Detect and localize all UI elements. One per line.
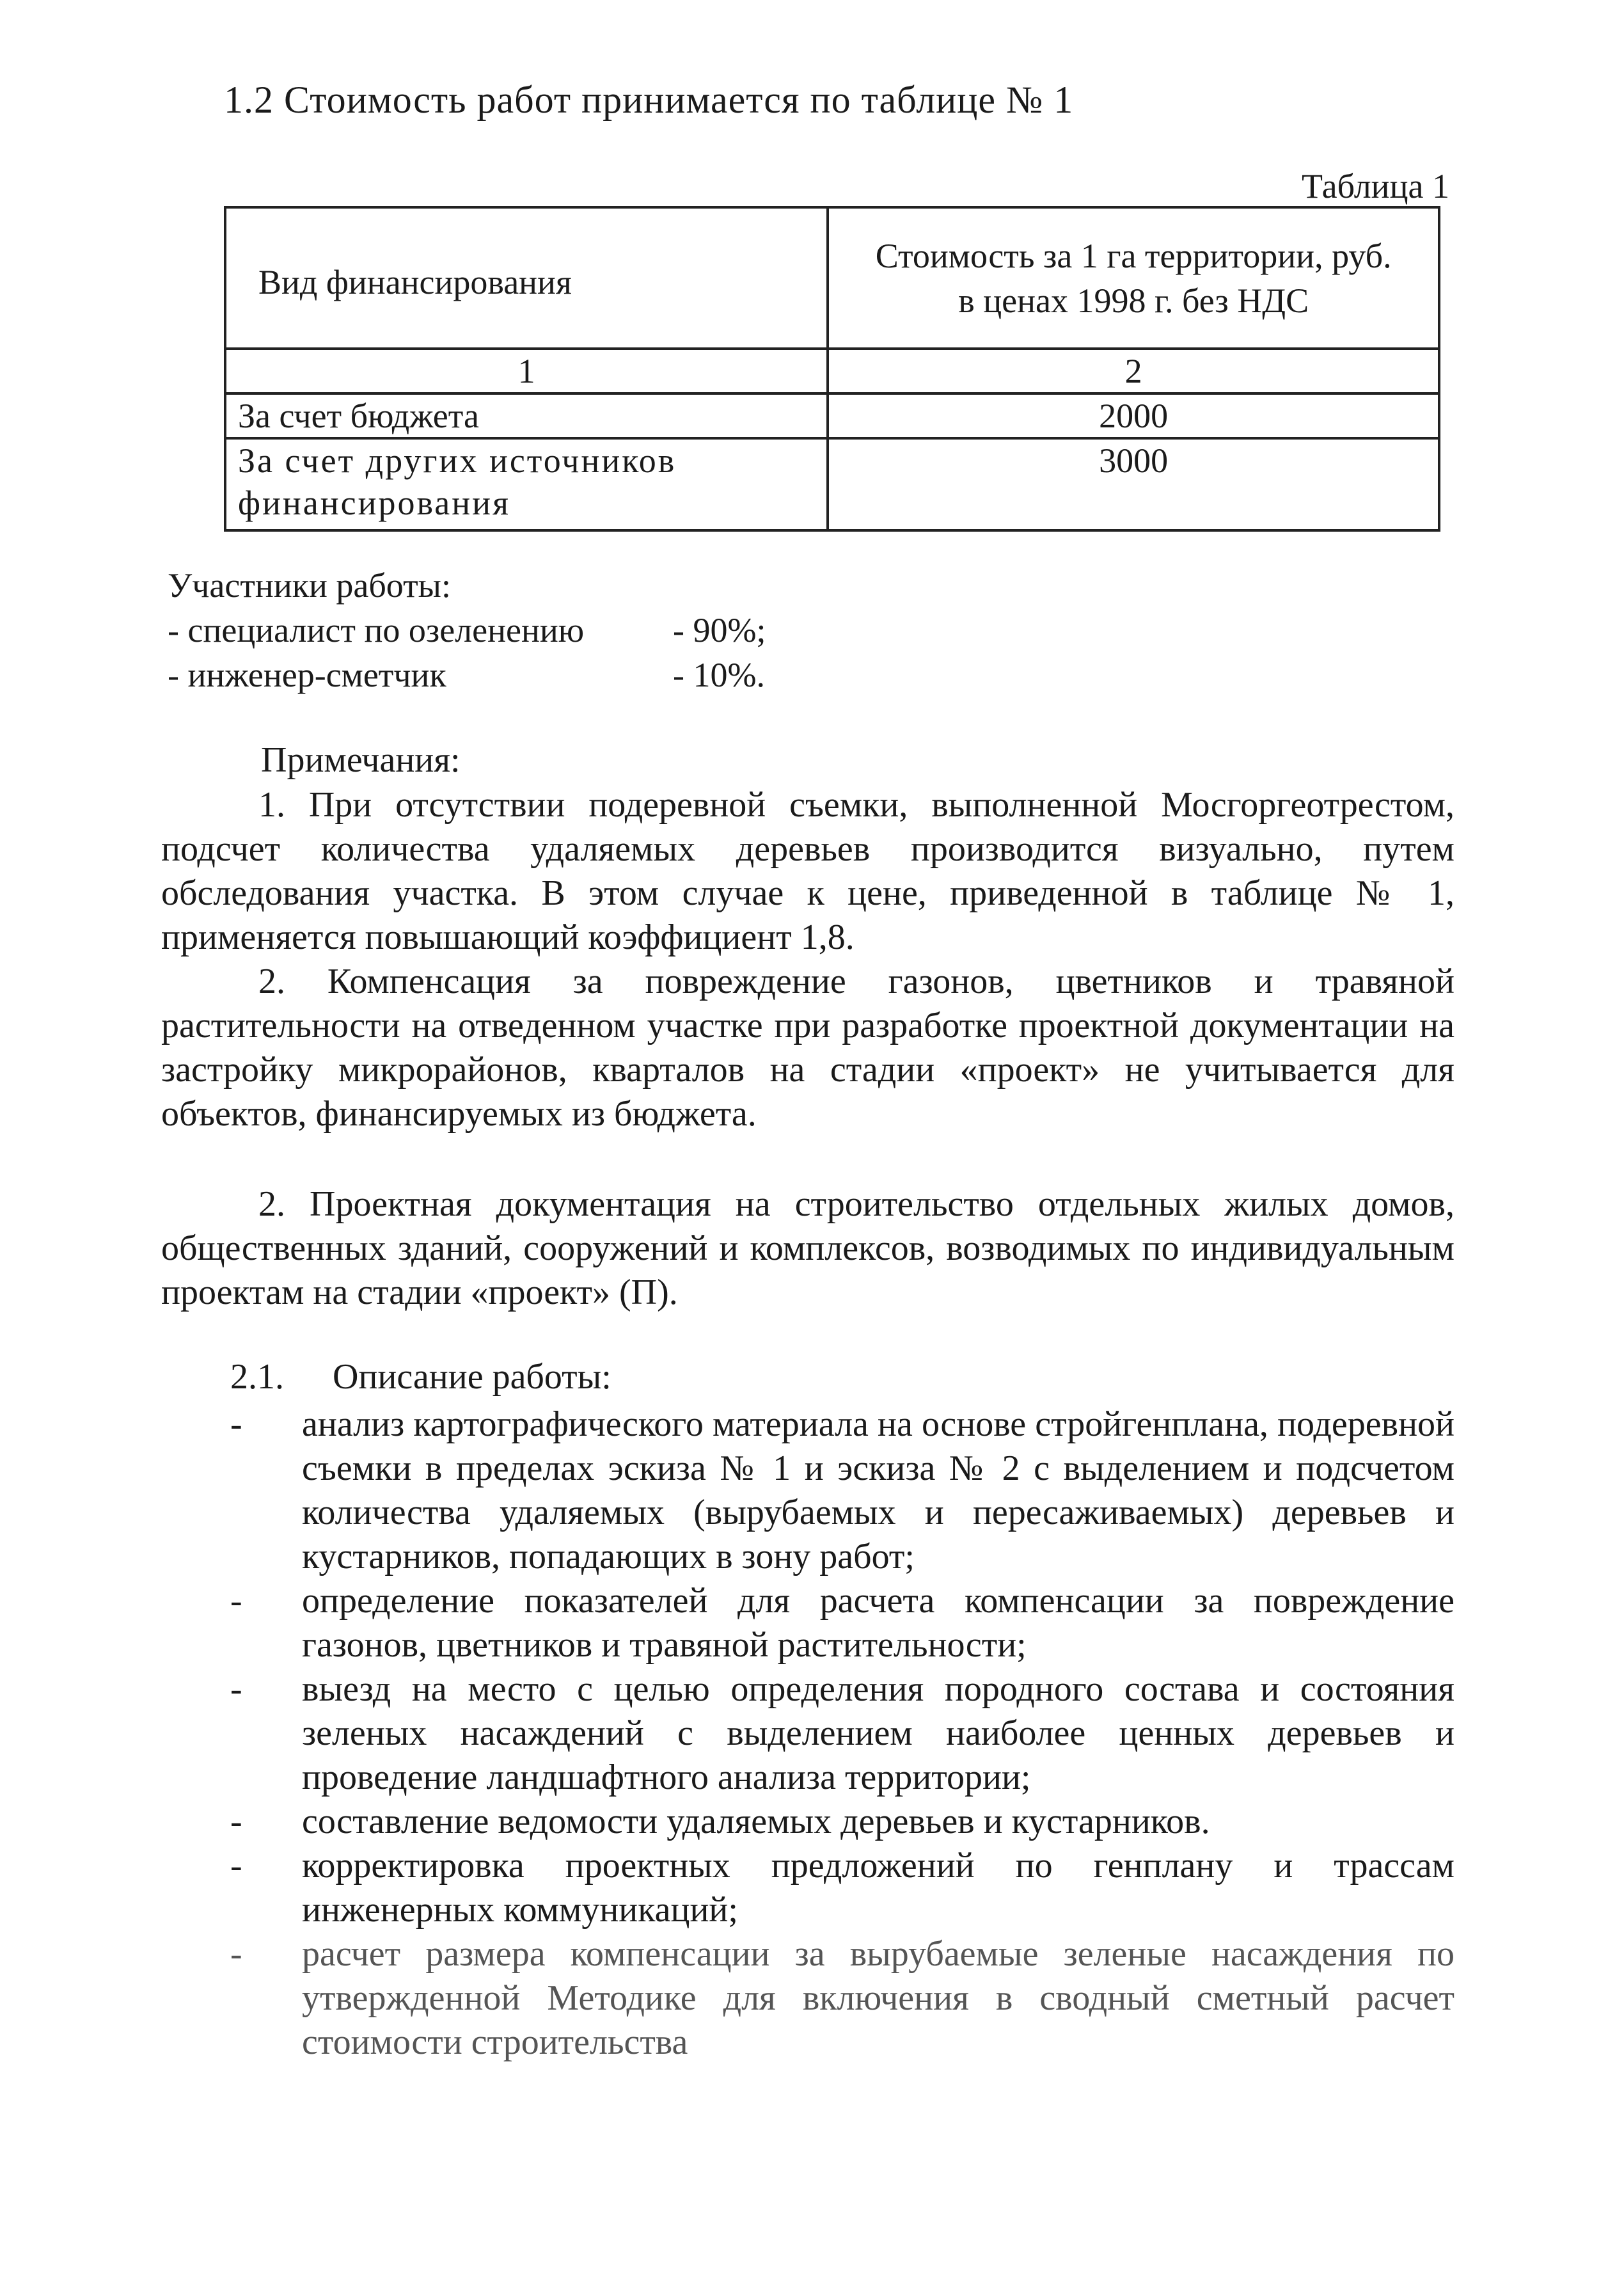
financing-type-cell xyxy=(225,438,828,530)
participant-row xyxy=(168,608,766,653)
participant-share: - 90%; xyxy=(673,611,766,649)
section-2-paragraph: 2. Проектная документация на строительство отдельных жилых домов, общественных зданий, сооружений и комплексов, возводимых по индивидуальным проектам на стадии «проект» (П). xyxy=(161,1184,1455,1312)
list-item xyxy=(161,1667,1455,1800)
notes-title: Примечания: xyxy=(261,740,461,780)
list-item xyxy=(161,1800,1455,1844)
notes-block xyxy=(161,783,1455,1136)
participants-block xyxy=(168,563,766,697)
work-description-list xyxy=(161,1402,1455,2065)
list-item-text: выезд на место с целью определения породного состава и состояния зеленых насаждений с выделением наиболее ценных деревьев и проведение ландшафтного анализа территории; xyxy=(302,1669,1455,1797)
bullet-dash: - xyxy=(230,1802,242,1841)
participant-role: - инженер-сметчик xyxy=(168,656,446,694)
bullet-dash: - xyxy=(230,1669,242,1709)
table-row xyxy=(225,438,1439,530)
bullet-dash: - xyxy=(230,1934,242,1974)
list-item xyxy=(161,1844,1455,1932)
financing-type-cell: За счет бюджета xyxy=(225,393,828,438)
column-number: 1 xyxy=(225,349,828,393)
list-item-text: составление ведомости удаляемых деревьев и кустарников. xyxy=(302,1802,1210,1841)
section-1-2-heading: 1.2 Стоимость работ принимается по таблице № 1 xyxy=(224,79,1074,121)
participant-role: - специалист по озеленению xyxy=(168,611,585,649)
section-2-block xyxy=(161,1182,1455,1315)
list-item-text: определение показателей для расчета компенсации за повреждение газонов, цветников и травяной растительности; xyxy=(302,1581,1455,1665)
cost-cell: 3000 xyxy=(828,438,1439,530)
list-item xyxy=(161,1579,1455,1667)
table-label: Таблица 1 xyxy=(1302,167,1449,205)
cost-table xyxy=(224,206,1440,532)
participants-title: Участники работы: xyxy=(168,566,451,605)
list-item xyxy=(161,1402,1455,1579)
header-cost-line1: Стоимость за 1 га территории, руб. xyxy=(875,236,1392,275)
section-number: 2.1. xyxy=(230,1357,284,1397)
table-column-numbers-row xyxy=(225,349,1439,393)
header-financing-type: Вид финансирования xyxy=(225,207,828,349)
column-number: 2 xyxy=(828,349,1439,393)
participant-share: - 10%. xyxy=(673,656,765,694)
participant-row xyxy=(168,653,765,697)
list-item xyxy=(161,1932,1455,2065)
note-paragraph-1: 1. При отсутствии подеревной съемки, выполненной Мосгоргеотрестом, подсчет количества удаляемых деревьев производится визуально, путем обследования участка. В этом случае к цене, приведенной в таблице № 1, применяется повышающий коэффициент 1,8. xyxy=(161,785,1455,957)
list-item-text: расчет размера компенсации за вырубаемые зеленые насаждения по утвержденной Методике для включения в сводный сметный расчет стоимости строительства xyxy=(302,1934,1455,2062)
section-2-1-heading xyxy=(230,1356,611,1397)
list-item-text: анализ картографического материала на основе стройгенплана, подеревной съемки в пределах эскиза № 1 и эскиза № 2 с выделением и подсчетом количества удаляемых (вырубаемых и пересаживаемых) деревьев и кустарников, попадающих в зону работ; xyxy=(302,1404,1455,1576)
header-cost xyxy=(828,207,1439,349)
financing-type-line1: За счет других источников xyxy=(238,441,677,480)
header-cost-line2: в ценах 1998 г. без НДС xyxy=(958,281,1309,320)
bullet-dash: - xyxy=(230,1581,242,1621)
cost-cell: 2000 xyxy=(828,393,1439,438)
financing-type-line2: финансирования xyxy=(238,484,510,522)
bullet-dash: - xyxy=(230,1404,242,1444)
table-header-row xyxy=(225,207,1439,349)
section-title: Описание работы: xyxy=(333,1357,611,1397)
table-row xyxy=(225,393,1439,438)
bullet-dash: - xyxy=(230,1846,242,1885)
note-paragraph-2: 2. Компенсация за повреждение газонов, цветников и травяной растительности на отведенном участке при разработке проектной документации на застройку микрорайонов, кварталов на стадии «проект» не учитывается для объектов, финансируемых из бюджета. xyxy=(161,962,1455,1134)
list-item-text: корректировка проектных предложений по генплану и трассам инженерных коммуникаций; xyxy=(302,1846,1455,1930)
